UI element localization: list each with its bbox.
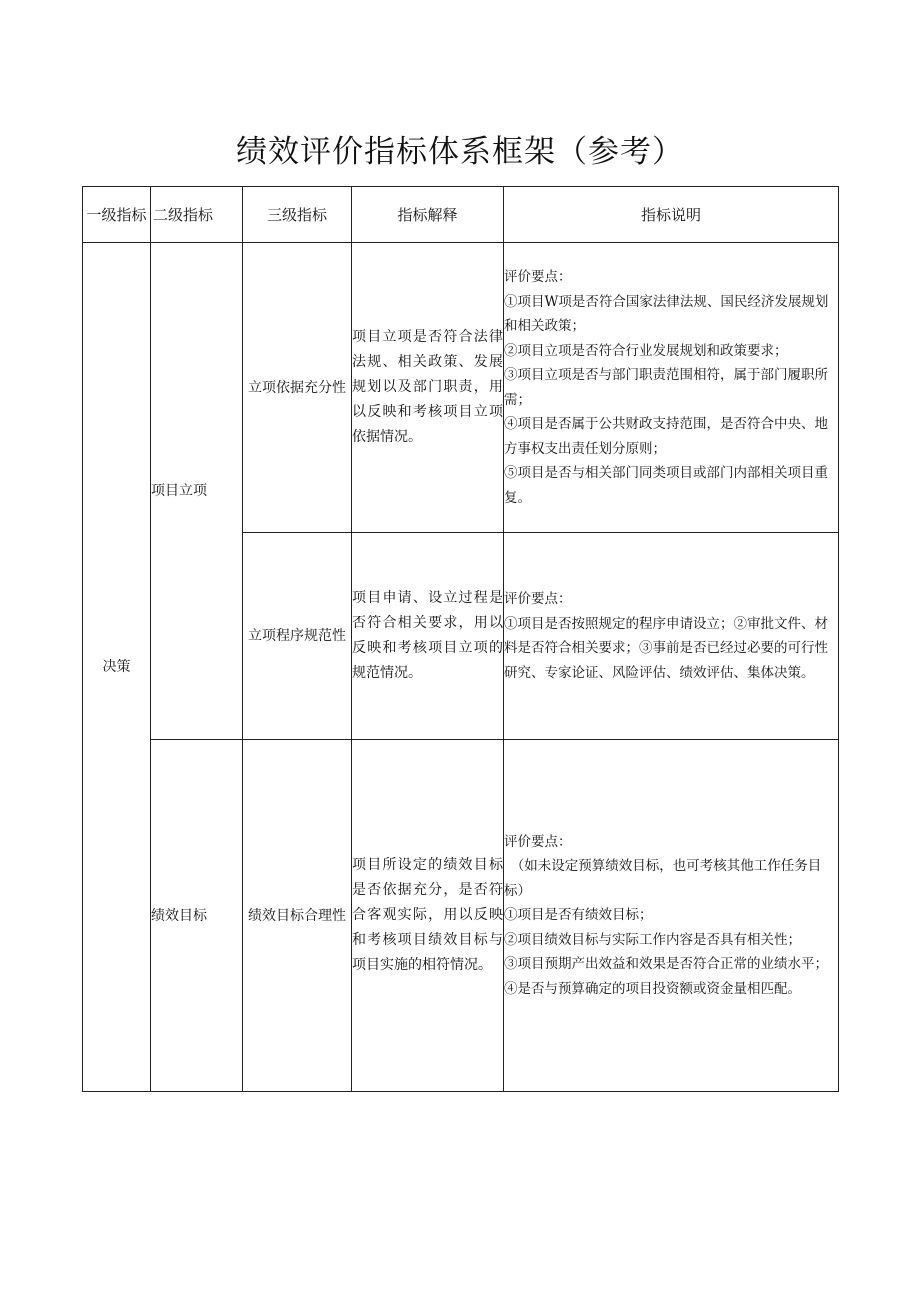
table-row (83, 243, 839, 533)
note-line: ④项目是否属于公共财政支持范围，是否符合中央、地方事权支出责任划分原则； (504, 416, 828, 457)
note-line: ③项目立项是否与部门职责范围相符，属于部门履职所需； (504, 367, 828, 408)
header-level3: 三级指标 (243, 187, 352, 243)
explanation-cell: 项目所设定的绩效目标是否依据充分，是否符合客观实际，用以反映和考核项目绩效目标与项目实施的相符情况。 (352, 740, 504, 1092)
level3-cell: 立项程序规范性 (243, 533, 352, 740)
level3-cell: 绩效目标合理性 (243, 740, 352, 1092)
explanation-cell: 项目申请、设立过程是否符合相关要求，用以反映和考核项目立项的规范情况。 (352, 533, 504, 740)
description-cell (504, 243, 839, 533)
note-line: ④是否与预算确定的项目投资额或资金量相匹配。 (504, 980, 801, 997)
table-header-row (83, 187, 839, 243)
header-level1: 一级指标 (83, 187, 151, 243)
note-line: ②项目绩效目标与实际工作内容是否具有相关性； (504, 931, 801, 948)
note-line: ①项目是否按照规定的程序申请设立；②审批文件、材料是否符合相关要求；③事前是否已经过必要的可行性研究、专家论证、风险评估、绩效评估、集体决策。 (504, 615, 828, 681)
note-line: ②项目立项是否符合行业发展规划和政策要求； (504, 342, 788, 359)
page-title: 绩效评价指标体系框架（参考） (236, 134, 684, 170)
header-description: 指标说明 (504, 187, 839, 243)
explanation-cell: 项目立项是否符合法律法规、相关政策、发展规划以及部门职责，用以反映和考核项目立项依据情况。 (352, 243, 504, 533)
header-explanation: 指标解释 (352, 187, 504, 243)
level2-cell-performance-goal: 绩效目标 (151, 740, 243, 1092)
level1-cell: 决策 (83, 243, 151, 1092)
indicator-framework-table (82, 186, 839, 1092)
note-line: ①项目W项是否符合国家法律法规、国民经济发展规划和相关政策； (504, 293, 829, 334)
description-cell (504, 533, 839, 740)
note-line: ①项目是否有绩效目标； (504, 907, 653, 924)
level3-cell: 立项依据充分性 (243, 243, 352, 533)
note-line: 评价要点： (504, 591, 572, 607)
note-line: 评价要点： (504, 269, 572, 285)
table-row (83, 740, 839, 1092)
header-level2: 二级指标 (151, 187, 243, 243)
level2-cell-project-initiation: 项目立项 (151, 243, 243, 740)
note-line: ③项目预期产出效益和效果是否符合正常的业绩水平； (504, 956, 828, 973)
note-line: （如未设定预算绩效目标，也可考核其他工作任务目标） (504, 858, 822, 899)
note-line: 评价要点： (504, 833, 572, 850)
note-line: ⑤项目是否与相关部门同类项目或部门内部相关项目重复。 (504, 465, 828, 506)
description-cell (504, 740, 839, 1092)
